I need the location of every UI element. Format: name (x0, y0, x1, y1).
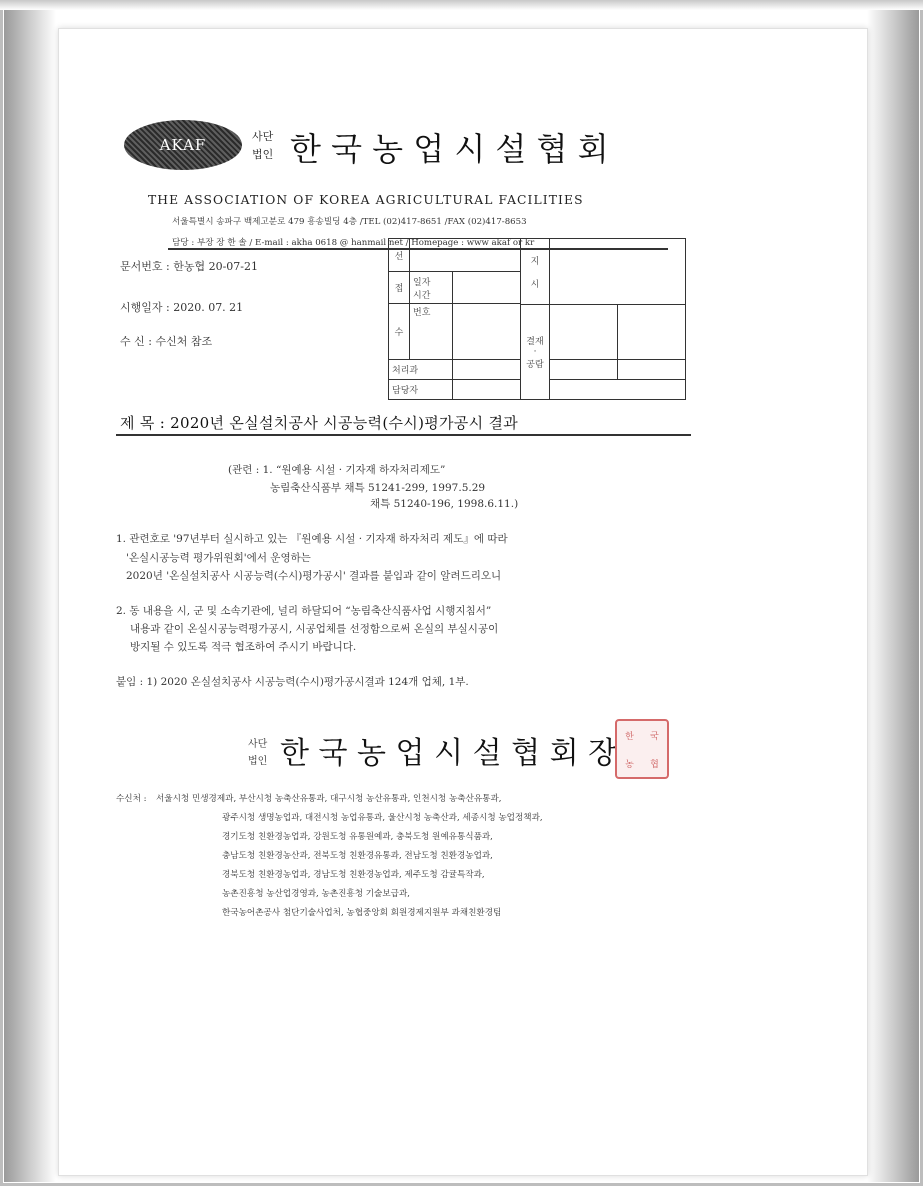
body-paragraph-1-line-3: 2020년 '온실설치공사 시공능력(수시)평가공시' 결과를 붙임과 같이 알려드리오니 (126, 570, 502, 582)
cell-number-value (453, 304, 521, 360)
cell-received-mid: 접 (389, 272, 410, 304)
recipients-line-2: 광주시청 생명농업과, 대전시청 농업유통과, 울산시청 농축산과, 세종시청 농업정책과, (222, 813, 543, 823)
body-paragraph-2-line-1: 2. 동 내용을 시, 군 및 소속기관에, 널리 하달되어 “농림축산식품사업 시행지침서” (116, 605, 492, 617)
recipients-label: 수신처 : (116, 794, 147, 804)
recipients-line-6: 농촌진흥청 농산업경영과, 농촌진흥청 기술보급과, (222, 889, 410, 899)
cell-approval-2 (618, 305, 686, 360)
cell-processor-value (453, 360, 521, 380)
subject-divider (116, 434, 691, 436)
left-shadow (4, 4, 56, 1182)
recipients-line-1: 서울시청 민생경제과, 부산시청 농축산유통과, 대구시청 농산유통과, 인천시청 농축산유통과, (156, 794, 502, 804)
cell-approval-4 (618, 360, 686, 380)
cell-approval-3 (550, 360, 618, 380)
cell-instruction-blank (550, 239, 686, 305)
recipient-line: 수 신 : 수신처 참조 (120, 335, 213, 348)
document-number: 문서번호 : 한농협 20-07-21 (120, 260, 259, 273)
cell-approval: 결재 · 공람 (521, 305, 550, 400)
cell-approval-1 (550, 305, 618, 360)
recipients-line-4: 충남도청 친환경농산과, 전북도청 친환경유통과, 전남도청 친환경농업과, (222, 851, 493, 861)
cell-received-bottom: 수 (389, 304, 410, 360)
attachment-line: 붙임 : 1) 2020 온실설치공사 시공능력(수시)평가공시결과 124개 업체, 1부. (116, 676, 469, 688)
signature-corp-type: 사단 (248, 739, 268, 750)
org-contact: 담당 : 부장 장 한 솔 / E-mail : akha 0618 @ hanmail net / Homepage : www akaf or kr (172, 238, 535, 248)
related-line-1: (관련 : 1. “원예용 시설 · 기자재 하자처리제도” (228, 464, 446, 476)
recipients-line-3: 경기도청 친환경농업과, 강원도청 유통원예과, 충북도청 원예유통식품과, (222, 832, 493, 842)
org-name-english: THE ASSOCIATION OF KOREA AGRICULTURAL FACILITIES (148, 193, 584, 207)
body-paragraph-1-line-2: '온실시공능력 평가위원회'에서 운영하는 (126, 552, 311, 564)
body-paragraph-2-line-2: 내용과 같이 온실시공능력평가공시, 시공업체를 선정함으로써 온실의 부실시공이 (130, 623, 499, 635)
recipients-line-5: 경북도청 친환경농업과, 경남도청 친환경농업과, 제주도청 감귤특작과, (222, 870, 485, 880)
cell-received-top: 선 (389, 239, 410, 272)
org-address: 서울특별시 송파구 백제고분로 479 흥송빌딩 4층 /TEL (02)417-8651 /FAX (02)417-8653 (172, 217, 527, 227)
cell-processor: 처리과 (389, 360, 453, 380)
related-line-2: 농림축산식품부 채특 51241-299, 1997.5.29 (270, 482, 486, 494)
cell-datetime: 일자 시간 (410, 272, 453, 304)
body-paragraph-2-line-3: 방지될 수 있도록 적극 협조하여 주시기 바랍니다. (130, 641, 357, 653)
subject-line: 제 목 : 2020년 온실설치공사 시공능력(수시)평가공시 결과 (120, 414, 519, 432)
org-name: 한 국 농 업 시 설 협 회 (290, 130, 609, 168)
cell-handler-value (453, 380, 521, 400)
cell-number: 번호 (410, 304, 453, 360)
signature-title: 한 국 농 업 시 설 협 회 장 (280, 736, 618, 771)
issue-date: 시행일자 : 2020. 07. 21 (120, 301, 244, 314)
signature-corp-type-2: 법인 (248, 756, 268, 767)
cell-handler: 담당자 (389, 380, 453, 400)
corp-type-label: 사단 (252, 130, 274, 143)
cell-approval-5 (550, 380, 686, 400)
official-seal: 한 국 농 협 (615, 719, 669, 779)
right-shadow (867, 4, 919, 1182)
recipients-line-7: 한국농어촌공사 첨단기술사업처, 농협중앙회 회원경제지원부 과채친환경팀 (222, 908, 502, 918)
related-line-3: 채특 51240-196, 1998.6.11.) (370, 498, 519, 510)
cell-datetime-value (453, 272, 521, 304)
body-paragraph-1-line-1: 1. 관련호로 '97년부터 실시하고 있는 『원예용 시설 · 기자재 하자처리 제도』에 따라 (116, 533, 508, 545)
corp-type-label-2: 법인 (252, 148, 274, 161)
cell-instruction: 지 시 (521, 239, 550, 305)
top-shadow (0, 0, 923, 10)
cell-blank (410, 239, 521, 272)
akaf-logo: AKAF (124, 120, 242, 170)
approval-table (388, 238, 686, 400)
